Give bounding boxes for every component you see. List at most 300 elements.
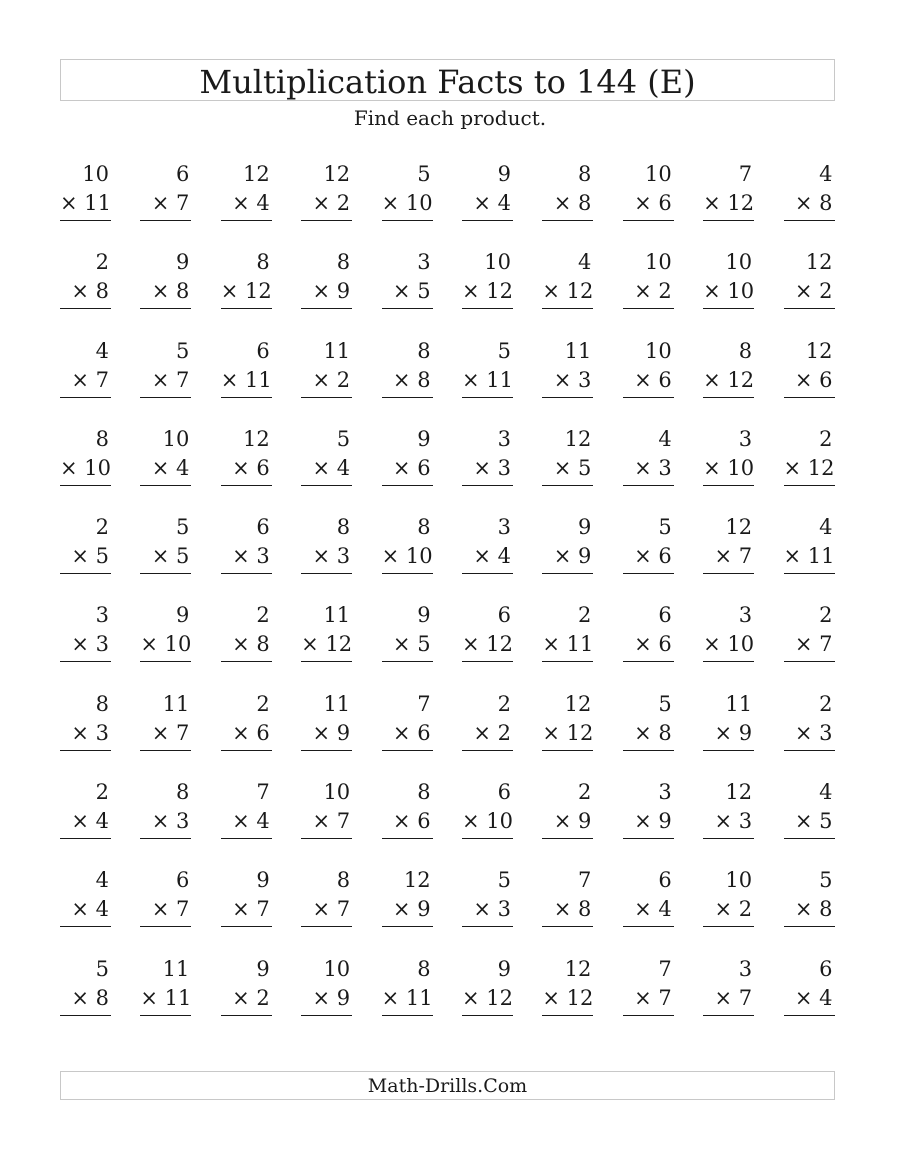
multiplier: × 3 xyxy=(71,720,109,745)
multiplicand: 2 xyxy=(819,691,833,716)
problem-12 xyxy=(140,248,191,336)
multiplicand: 12 xyxy=(243,162,270,186)
answer-line xyxy=(462,485,513,486)
multiplicand: 8 xyxy=(336,250,351,275)
multiplier: × 6 xyxy=(232,455,270,480)
multiplier: × 5 xyxy=(553,455,592,480)
answer-line xyxy=(60,926,111,927)
answer-line xyxy=(140,750,191,751)
problem-47 xyxy=(542,513,593,601)
multiplier: × 12 xyxy=(461,279,513,304)
problem-grid xyxy=(60,160,840,1043)
answer-line xyxy=(140,1015,191,1016)
multiplier: × 6 xyxy=(392,809,431,834)
multiplicand: 6 xyxy=(256,515,270,540)
answer-line xyxy=(462,838,513,839)
multiplicand: 8 xyxy=(336,868,351,893)
answer-line xyxy=(382,838,433,839)
answer-line xyxy=(221,838,272,839)
problem-48 xyxy=(623,513,674,601)
problem-31 xyxy=(60,425,111,513)
multiplicand: 10 xyxy=(162,426,190,451)
multiplicand: 10 xyxy=(82,162,109,186)
multiplicand: 6 xyxy=(658,868,672,893)
multiplier: × 10 xyxy=(703,455,755,480)
multiplier: × 4 xyxy=(71,897,109,922)
multiplicand: 9 xyxy=(417,603,431,628)
worksheet-instructions: Find each product. xyxy=(353,106,547,130)
problem-40 xyxy=(784,425,835,513)
answer-line xyxy=(542,838,593,839)
answer-line xyxy=(703,308,754,309)
problem-80 xyxy=(784,778,835,866)
problem-51 xyxy=(60,601,111,689)
answer-line xyxy=(382,485,433,486)
multiplier: × 5 xyxy=(794,809,833,834)
answer-line xyxy=(301,661,352,662)
answer-line xyxy=(703,397,754,398)
multiplicand: 2 xyxy=(819,426,833,451)
answer-line xyxy=(784,1015,835,1016)
problem-79 xyxy=(703,778,754,866)
problem-44 xyxy=(301,513,352,601)
multiplicand: 6 xyxy=(176,868,190,893)
multiplier: × 8 xyxy=(794,897,833,922)
answer-line xyxy=(301,1015,352,1016)
multiplier: × 10 xyxy=(60,455,111,480)
multiplier: × 3 xyxy=(232,544,270,569)
answer-line xyxy=(462,1015,513,1016)
multiplicand: 4 xyxy=(577,250,592,275)
answer-line xyxy=(462,397,513,398)
multiplicand: 5 xyxy=(417,162,431,186)
multiplicand: 2 xyxy=(95,780,109,805)
problem-97 xyxy=(542,955,593,1043)
multiplier: × 10 xyxy=(461,809,513,834)
answer-line xyxy=(221,220,272,221)
multiplicand: 7 xyxy=(256,780,270,805)
multiplier: × 6 xyxy=(794,367,833,392)
multiplier: × 5 xyxy=(392,279,431,304)
multiplier: × 11 xyxy=(60,191,111,215)
multiplier: × 3 xyxy=(473,455,511,480)
answer-line xyxy=(382,308,433,309)
problem-4 xyxy=(301,160,352,248)
multiplicand: 9 xyxy=(577,515,592,540)
problem-6 xyxy=(462,160,513,248)
multiplicand: 10 xyxy=(645,250,672,275)
problem-21 xyxy=(60,337,111,425)
problem-15 xyxy=(382,248,433,336)
multiplicand: 2 xyxy=(577,603,592,628)
multiplier: × 11 xyxy=(140,985,192,1010)
multiplier: × 11 xyxy=(783,544,835,569)
problem-33 xyxy=(221,425,272,513)
answer-line xyxy=(703,573,754,574)
problem-70 xyxy=(784,690,835,778)
multiplier: × 12 xyxy=(542,720,594,745)
multiplicand: 3 xyxy=(738,426,753,451)
multiplier: × 12 xyxy=(783,455,835,480)
multiplicand: 6 xyxy=(497,780,511,805)
problem-94 xyxy=(301,955,352,1043)
problem-78 xyxy=(623,778,674,866)
multiplicand: 8 xyxy=(417,515,431,540)
problem-39 xyxy=(703,425,754,513)
problem-18 xyxy=(623,248,674,336)
problem-99 xyxy=(703,955,754,1043)
multiplier: × 3 xyxy=(71,632,109,657)
multiplier: × 7 xyxy=(312,809,351,834)
multiplicand: 3 xyxy=(417,250,431,275)
problem-82 xyxy=(140,866,191,954)
answer-line xyxy=(221,661,272,662)
problem-20 xyxy=(784,248,835,336)
multiplier: × 7 xyxy=(634,985,672,1010)
multiplier: × 9 xyxy=(553,809,592,834)
answer-line xyxy=(301,397,352,398)
multiplicand: 11 xyxy=(162,691,190,716)
multiplier: × 12 xyxy=(542,279,594,304)
multiplicand: 5 xyxy=(497,868,511,893)
multiplier: × 6 xyxy=(634,544,672,569)
multiplicand: 10 xyxy=(645,162,672,186)
multiplicand: 8 xyxy=(95,691,109,716)
multiplicand: 10 xyxy=(484,250,511,275)
answer-line xyxy=(301,750,352,751)
problem-72 xyxy=(140,778,191,866)
multiplicand: 11 xyxy=(564,338,592,363)
problem-41 xyxy=(60,513,111,601)
multiplicand: 3 xyxy=(738,603,753,628)
problem-54 xyxy=(301,601,352,689)
problem-30 xyxy=(784,337,835,425)
answer-line xyxy=(542,1015,593,1016)
multiplicand: 8 xyxy=(738,338,753,363)
answer-line xyxy=(221,750,272,751)
multiplier: × 7 xyxy=(714,544,753,569)
problem-65 xyxy=(382,690,433,778)
answer-line xyxy=(784,573,835,574)
answer-line xyxy=(784,661,835,662)
answer-line xyxy=(623,661,674,662)
problem-69 xyxy=(703,690,754,778)
multiplicand: 7 xyxy=(738,162,753,186)
answer-line xyxy=(140,838,191,839)
multiplier: × 2 xyxy=(312,367,351,392)
multiplier: × 9 xyxy=(312,279,351,304)
problem-56 xyxy=(462,601,513,689)
problem-19 xyxy=(703,248,754,336)
answer-line xyxy=(60,838,111,839)
multiplicand: 11 xyxy=(323,691,351,716)
multiplier: × 2 xyxy=(232,985,270,1010)
answer-line xyxy=(542,485,593,486)
answer-line xyxy=(542,573,593,574)
multiplier: × 3 xyxy=(794,720,833,745)
answer-line xyxy=(784,926,835,927)
multiplicand: 6 xyxy=(658,603,672,628)
answer-line xyxy=(703,485,754,486)
multiplier: × 9 xyxy=(714,720,753,745)
answer-line xyxy=(703,926,754,927)
answer-line xyxy=(542,220,593,221)
answer-line xyxy=(784,397,835,398)
multiplicand: 12 xyxy=(403,868,431,893)
multiplier: × 5 xyxy=(151,544,190,569)
multiplier: × 4 xyxy=(312,455,351,480)
answer-line xyxy=(542,750,593,751)
multiplier: × 9 xyxy=(553,544,592,569)
answer-line xyxy=(542,661,593,662)
problem-67 xyxy=(542,690,593,778)
multiplier: × 7 xyxy=(151,897,190,922)
answer-line xyxy=(623,926,674,927)
problem-26 xyxy=(462,337,513,425)
answer-line xyxy=(221,308,272,309)
problem-90 xyxy=(784,866,835,954)
multiplier: × 8 xyxy=(71,985,109,1010)
problem-88 xyxy=(623,866,674,954)
multiplicand: 12 xyxy=(564,426,592,451)
multiplier: × 4 xyxy=(232,191,270,215)
answer-line xyxy=(703,750,754,751)
problem-93 xyxy=(221,955,272,1043)
answer-line xyxy=(623,397,674,398)
multiplicand: 12 xyxy=(725,780,753,805)
multiplier: × 12 xyxy=(301,632,353,657)
multiplier: × 7 xyxy=(714,985,753,1010)
answer-line xyxy=(784,220,835,221)
multiplier: × 9 xyxy=(312,720,351,745)
problem-85 xyxy=(382,866,433,954)
problem-49 xyxy=(703,513,754,601)
answer-line xyxy=(623,573,674,574)
multiplicand: 12 xyxy=(725,515,753,540)
problem-11 xyxy=(60,248,111,336)
problem-43 xyxy=(221,513,272,601)
multiplier: × 4 xyxy=(634,897,672,922)
multiplicand: 4 xyxy=(819,780,833,805)
multiplicand: 9 xyxy=(256,956,270,981)
multiplier: × 8 xyxy=(151,279,190,304)
answer-line xyxy=(382,397,433,398)
problem-58 xyxy=(623,601,674,689)
problem-1 xyxy=(60,160,111,248)
multiplicand: 2 xyxy=(256,691,270,716)
multiplicand: 9 xyxy=(497,956,511,981)
multiplier: × 11 xyxy=(542,632,594,657)
multiplicand: 7 xyxy=(417,691,431,716)
multiplicand: 8 xyxy=(95,426,109,451)
multiplier: × 11 xyxy=(220,367,272,392)
multiplicand: 4 xyxy=(95,338,109,363)
problem-75 xyxy=(382,778,433,866)
answer-line xyxy=(542,308,593,309)
multiplicand: 8 xyxy=(417,338,431,363)
multiplier: × 12 xyxy=(220,279,272,304)
problem-73 xyxy=(221,778,272,866)
multiplier: × 8 xyxy=(794,191,833,215)
answer-line xyxy=(301,573,352,574)
multiplicand: 11 xyxy=(725,691,753,716)
answer-line xyxy=(301,308,352,309)
problem-7 xyxy=(542,160,593,248)
multiplier: × 2 xyxy=(312,191,351,215)
answer-line xyxy=(784,308,835,309)
answer-line xyxy=(784,750,835,751)
problem-50 xyxy=(784,513,835,601)
problem-59 xyxy=(703,601,754,689)
problem-61 xyxy=(60,690,111,778)
answer-line xyxy=(462,750,513,751)
answer-line xyxy=(221,397,272,398)
problem-25 xyxy=(382,337,433,425)
problem-8 xyxy=(623,160,674,248)
answer-line xyxy=(784,485,835,486)
answer-line xyxy=(623,308,674,309)
multiplier: × 10 xyxy=(703,632,755,657)
problem-89 xyxy=(703,866,754,954)
multiplicand: 2 xyxy=(819,603,833,628)
multiplicand: 10 xyxy=(645,338,672,363)
answer-line xyxy=(462,573,513,574)
answer-line xyxy=(301,485,352,486)
problem-81 xyxy=(60,866,111,954)
multiplicand: 5 xyxy=(497,338,511,363)
multiplicand: 8 xyxy=(577,162,592,186)
problem-52 xyxy=(140,601,191,689)
problem-63 xyxy=(221,690,272,778)
multiplicand: 9 xyxy=(256,868,270,893)
problem-23 xyxy=(221,337,272,425)
multiplier: × 12 xyxy=(461,632,513,657)
multiplicand: 6 xyxy=(819,956,833,981)
multiplier: × 3 xyxy=(312,544,351,569)
problem-29 xyxy=(703,337,754,425)
problem-27 xyxy=(542,337,593,425)
answer-line xyxy=(221,1015,272,1016)
multiplier: × 4 xyxy=(473,544,511,569)
multiplicand: 10 xyxy=(725,250,753,275)
problem-98 xyxy=(623,955,674,1043)
multiplier: × 10 xyxy=(381,544,433,569)
problem-60 xyxy=(784,601,835,689)
multiplier: × 4 xyxy=(151,455,190,480)
multiplier: × 7 xyxy=(151,191,190,215)
problem-22 xyxy=(140,337,191,425)
multiplicand: 8 xyxy=(417,780,431,805)
multiplicand: 6 xyxy=(256,338,270,363)
problem-76 xyxy=(462,778,513,866)
answer-line xyxy=(221,926,272,927)
problem-96 xyxy=(462,955,513,1043)
multiplier: × 7 xyxy=(794,632,833,657)
multiplier: × 7 xyxy=(312,897,351,922)
multiplier: × 9 xyxy=(392,897,431,922)
multiplier: × 3 xyxy=(151,809,190,834)
answer-line xyxy=(60,1015,111,1016)
problem-95 xyxy=(382,955,433,1043)
problem-28 xyxy=(623,337,674,425)
problem-57 xyxy=(542,601,593,689)
answer-line xyxy=(60,750,111,751)
multiplier: × 6 xyxy=(392,455,431,480)
answer-line xyxy=(382,220,433,221)
answer-line xyxy=(382,1015,433,1016)
multiplicand: 8 xyxy=(176,780,190,805)
answer-line xyxy=(542,926,593,927)
multiplicand: 12 xyxy=(564,956,592,981)
answer-line xyxy=(623,1015,674,1016)
multiplier: × 6 xyxy=(634,191,672,215)
multiplicand: 12 xyxy=(805,338,833,363)
problem-45 xyxy=(382,513,433,601)
multiplicand: 6 xyxy=(176,162,190,186)
problem-86 xyxy=(462,866,513,954)
multiplier: × 10 xyxy=(703,279,755,304)
problem-42 xyxy=(140,513,191,601)
multiplier: × 5 xyxy=(71,544,109,569)
problem-66 xyxy=(462,690,513,778)
answer-line xyxy=(784,838,835,839)
multiplicand: 2 xyxy=(95,515,109,540)
multiplier: × 6 xyxy=(232,720,270,745)
multiplier: × 7 xyxy=(71,367,109,392)
problem-92 xyxy=(140,955,191,1043)
answer-line xyxy=(140,220,191,221)
multiplier: × 4 xyxy=(232,809,270,834)
problem-24 xyxy=(301,337,352,425)
answer-line xyxy=(60,220,111,221)
answer-line xyxy=(623,750,674,751)
multiplier: × 2 xyxy=(794,279,833,304)
multiplicand: 3 xyxy=(497,515,511,540)
multiplier: × 4 xyxy=(473,191,511,215)
problem-46 xyxy=(462,513,513,601)
answer-line xyxy=(382,573,433,574)
problem-35 xyxy=(382,425,433,513)
multiplicand: 12 xyxy=(805,250,833,275)
problem-34 xyxy=(301,425,352,513)
multiplier: × 4 xyxy=(71,809,109,834)
multiplicand: 12 xyxy=(564,691,592,716)
answer-line xyxy=(703,1015,754,1016)
multiplier: × 6 xyxy=(634,367,672,392)
multiplier: × 5 xyxy=(392,632,431,657)
multiplier: × 11 xyxy=(381,985,433,1010)
multiplier: × 7 xyxy=(151,367,190,392)
multiplicand: 3 xyxy=(95,603,109,628)
multiplier: × 3 xyxy=(553,367,592,392)
answer-line xyxy=(140,573,191,574)
problem-64 xyxy=(301,690,352,778)
problem-87 xyxy=(542,866,593,954)
multiplier: × 3 xyxy=(634,455,672,480)
answer-line xyxy=(140,485,191,486)
problem-36 xyxy=(462,425,513,513)
answer-line xyxy=(382,661,433,662)
problem-2 xyxy=(140,160,191,248)
multiplicand: 8 xyxy=(336,515,351,540)
multiplicand: 4 xyxy=(819,515,833,540)
multiplicand: 12 xyxy=(243,426,270,451)
multiplier: × 6 xyxy=(634,632,672,657)
multiplicand: 5 xyxy=(819,868,833,893)
problem-74 xyxy=(301,778,352,866)
answer-line xyxy=(140,926,191,927)
problem-13 xyxy=(221,248,272,336)
